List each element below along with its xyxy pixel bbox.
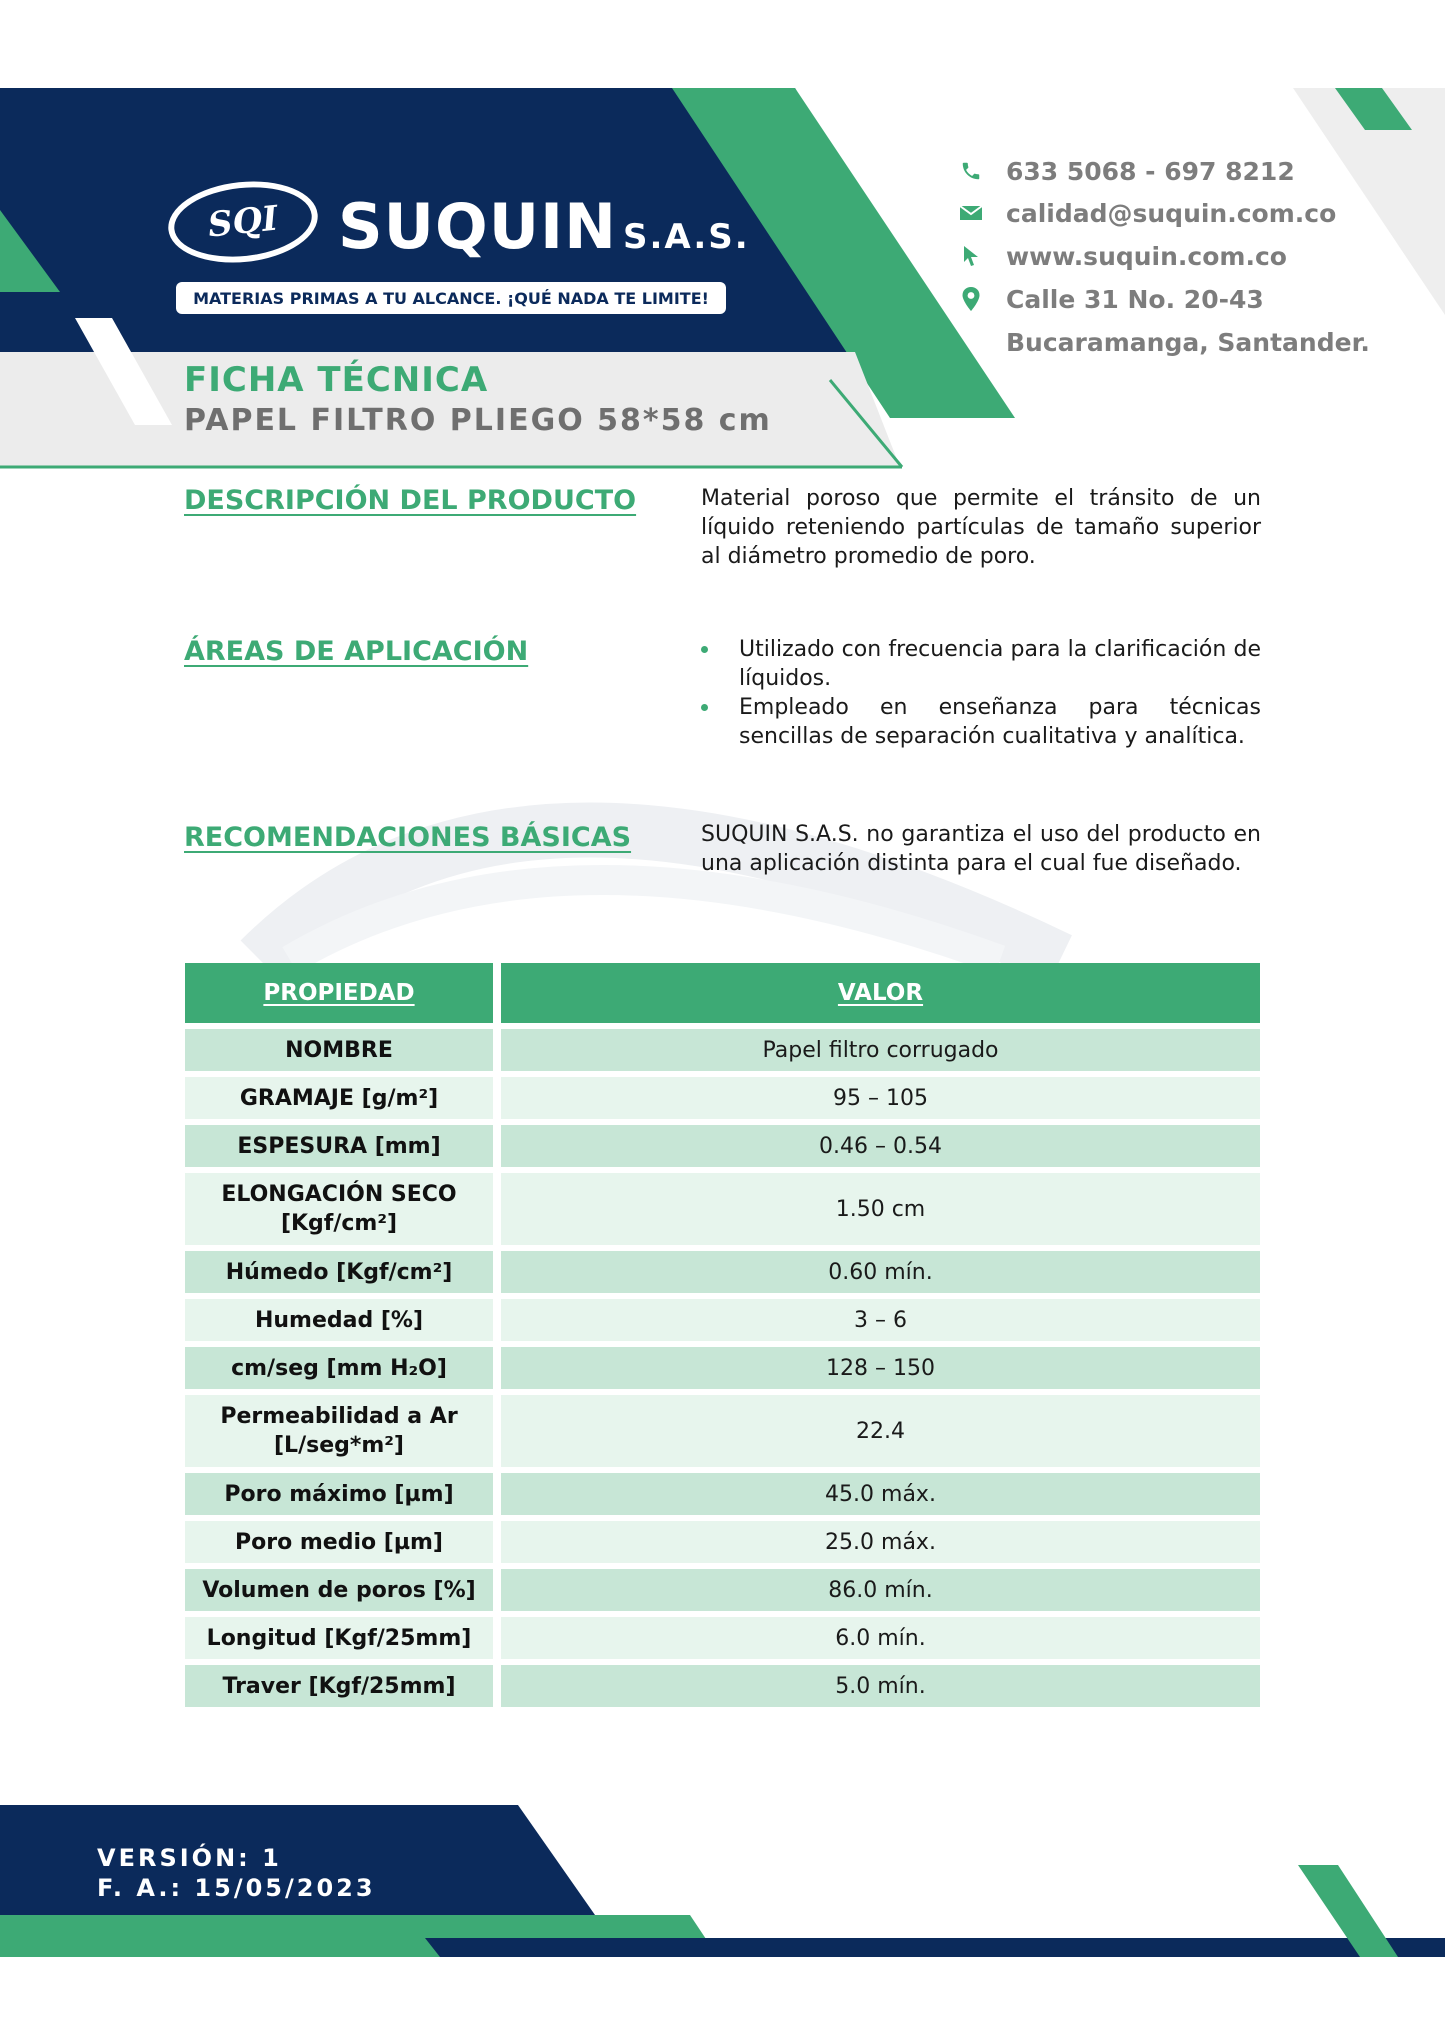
cursor-icon	[956, 241, 986, 271]
value-cell: Papel filtro corrugado	[501, 1029, 1260, 1071]
contact-phone	[956, 156, 1295, 186]
doc-type-title: FICHA TÉCNICA	[184, 360, 489, 400]
contact-city	[956, 327, 1370, 357]
version-date: F. A.: 15/05/2023	[97, 1874, 376, 1902]
section-title-recomendaciones: RECOMENDACIONES BÁSICAS	[184, 822, 632, 853]
value-cell: 25.0 máx.	[501, 1521, 1260, 1563]
version-label: VERSIÓN: 1	[97, 1844, 282, 1872]
value-cell: 1.50 cm	[501, 1173, 1260, 1245]
value-cell: 0.60 mín.	[501, 1251, 1260, 1293]
table-row	[185, 1077, 1260, 1119]
table-row	[185, 1617, 1260, 1659]
phone-icon	[956, 156, 986, 186]
logo-mark-text: SQI	[206, 198, 280, 246]
location-pin-icon	[956, 284, 986, 314]
website-url: www.suquin.com.co	[1006, 241, 1287, 271]
column-header-valor: VALOR	[501, 963, 1260, 1023]
property-cell: GRAMAJE [g/m²]	[185, 1077, 493, 1119]
contact-address	[956, 284, 1264, 314]
footer-navy-line	[425, 1938, 1445, 1957]
property-cell: Húmedo [Kgf/cm²]	[185, 1251, 493, 1293]
property-cell: ESPESURA [mm]	[185, 1125, 493, 1167]
contact-website	[956, 241, 1287, 271]
value-cell: 128 – 150	[501, 1347, 1260, 1389]
email-address: calidad@suquin.com.co	[1006, 198, 1337, 228]
property-cell: Volumen de poros [%]	[185, 1569, 493, 1611]
section-title-areas: ÁREAS DE APLICACIÓN	[184, 636, 529, 667]
table-row	[185, 1395, 1260, 1467]
table-row	[185, 1251, 1260, 1293]
value-cell: 86.0 mín.	[501, 1569, 1260, 1611]
footer-version-block	[97, 1843, 376, 1903]
table-row	[185, 1125, 1260, 1167]
list-item: Utilizado con frecuencia para la clarificación de líquidos.	[701, 635, 1261, 693]
properties-table	[185, 963, 1260, 1713]
section-title-descripcion: DESCRIPCIÓN DEL PRODUCTO	[184, 485, 637, 516]
street-address: Calle 31 No. 20-43	[1006, 284, 1264, 314]
value-cell: 45.0 máx.	[501, 1473, 1260, 1515]
property-cell: Poro máximo [µm]	[185, 1473, 493, 1515]
value-cell: 95 – 105	[501, 1077, 1260, 1119]
value-cell: 22.4	[501, 1395, 1260, 1467]
table-row	[185, 1299, 1260, 1341]
property-cell: Permeabilidad a Ar [L/seg*m²]	[185, 1395, 493, 1467]
value-cell: 6.0 mín.	[501, 1617, 1260, 1659]
section-text-descripcion: Material poroso que permite el tránsito de un líquido reteniendo partículas de tamaño superior al diámetro promedio de poro.	[701, 486, 1261, 569]
value-cell: 5.0 mín.	[501, 1665, 1260, 1707]
table-row	[185, 1173, 1260, 1245]
column-header-propiedad: PROPIEDAD	[185, 963, 493, 1023]
table-row	[185, 1473, 1260, 1515]
table-row	[185, 1569, 1260, 1611]
phone-number: 633 5068 - 697 8212	[1006, 156, 1295, 186]
product-title: PAPEL FILTRO PLIEGO 58*58 cm	[184, 403, 772, 438]
company-name	[338, 190, 750, 263]
company-suffix: S.A.S.	[623, 217, 750, 257]
value-cell: 3 – 6	[501, 1299, 1260, 1341]
value-cell: 0.46 – 0.54	[501, 1125, 1260, 1167]
table-row	[185, 1029, 1260, 1071]
list-item: Empleado en enseñanza para técnicas sencillas de separación cualitativa y analítica.	[701, 693, 1261, 751]
spacer	[956, 327, 986, 357]
property-cell: Humedad [%]	[185, 1299, 493, 1341]
mail-icon	[956, 198, 986, 228]
table-row	[185, 1665, 1260, 1707]
table-row	[185, 1521, 1260, 1563]
property-cell: Poro medio [µm]	[185, 1521, 493, 1563]
company-name-text: SUQUIN	[338, 190, 618, 263]
city-name: Bucaramanga, Santander.	[1006, 327, 1370, 357]
property-cell: Longitud [Kgf/25mm]	[185, 1617, 493, 1659]
section-list-areas	[701, 635, 1261, 751]
property-cell: ELONGACIÓN SECO [Kgf/cm²]	[185, 1173, 493, 1245]
property-cell: NOMBRE	[185, 1029, 493, 1071]
section-text-recomendaciones: SUQUIN S.A.S. no garantiza el uso del producto en una aplicación distinta para el cual fue diseñado.	[701, 822, 1261, 876]
slogan: MATERIAS PRIMAS A TU ALCANCE. ¡QUÉ NADA TE LIMITE!	[176, 282, 726, 314]
contact-email	[956, 198, 1336, 228]
table-header-row	[185, 963, 1260, 1023]
property-cell: cm/seg [mm H₂O]	[185, 1347, 493, 1389]
table-row	[185, 1347, 1260, 1389]
property-cell: Traver [Kgf/25mm]	[185, 1665, 493, 1707]
